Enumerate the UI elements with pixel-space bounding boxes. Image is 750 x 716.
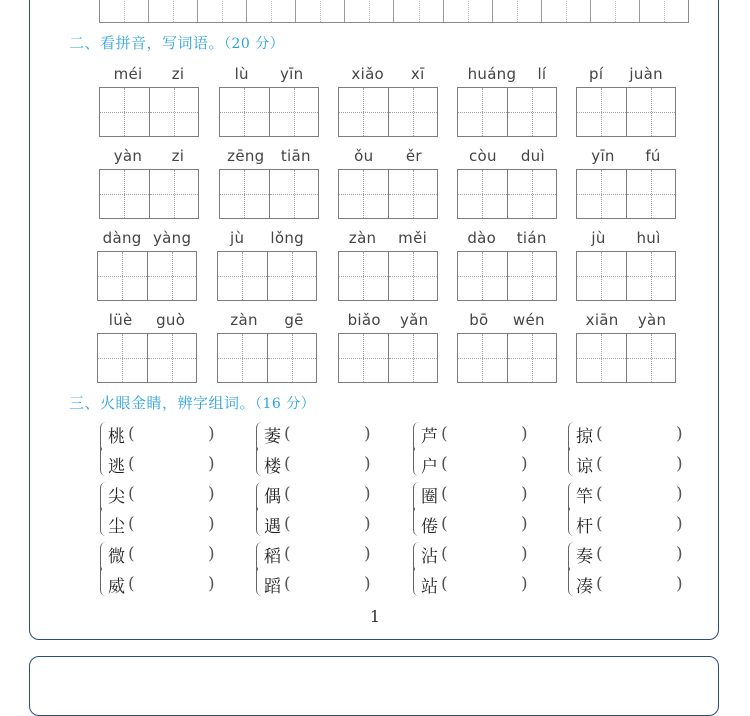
tian-zi-boxes — [338, 333, 438, 383]
answer-blank-close: ) — [364, 574, 371, 594]
word-formation-item — [421, 480, 533, 508]
word-formation-item — [108, 540, 220, 568]
tian-zi-cell[interactable] — [150, 88, 199, 136]
pinyin-word-group — [457, 228, 557, 301]
tian-zi-boxes — [97, 251, 197, 301]
character: 蹈 — [264, 576, 281, 597]
answer-blank[interactable]: ( — [596, 514, 603, 534]
answer-blank-close: ) — [364, 544, 371, 564]
answer-blank[interactable]: ( — [441, 484, 448, 504]
tian-zi-cell[interactable] — [270, 170, 319, 218]
answer-blank[interactable]: ( — [596, 424, 603, 444]
answer-blank-close: ) — [208, 424, 215, 444]
tian-zi-cell[interactable] — [218, 334, 268, 382]
tian-zi-cell[interactable] — [627, 252, 676, 300]
section2-heading — [69, 32, 284, 53]
answer-blank-close: ) — [208, 484, 215, 504]
page-number: 1 — [369, 607, 381, 626]
pinyin-syllable: měi — [398, 229, 428, 247]
pinyin-syllable: còu — [469, 147, 497, 165]
grid-cell[interactable] — [100, 0, 149, 22]
pinyin-word-group — [338, 146, 438, 219]
answer-blank-close: ) — [208, 514, 215, 534]
pinyin-syllable: juàn — [629, 65, 663, 83]
word-formation-item — [108, 420, 220, 448]
answer-blank[interactable]: ( — [441, 424, 448, 444]
pinyin-word-group — [457, 64, 557, 137]
tian-zi-boxes — [99, 87, 199, 137]
answer-blank-close: ) — [676, 424, 683, 444]
answer-blank[interactable]: ( — [128, 454, 135, 474]
tian-zi-boxes — [457, 251, 557, 301]
pinyin-syllable: gē — [284, 311, 304, 329]
word-formation-item — [108, 510, 220, 538]
pinyin-syllable: yàn — [113, 147, 143, 165]
pinyin-word-group — [338, 64, 438, 137]
brace-icon — [413, 482, 420, 536]
brace-icon — [100, 422, 107, 476]
pinyin-label — [338, 64, 438, 84]
section3-title: 三、火眼金睛，辨字组词。 — [69, 394, 256, 412]
pinyin-syllable: zàn — [348, 229, 377, 247]
character: 谅 — [576, 456, 593, 477]
grid-cell[interactable] — [493, 0, 542, 22]
pinyin-label — [338, 310, 438, 330]
pinyin-label — [217, 228, 317, 248]
pinyin-syllable: yīn — [279, 65, 304, 83]
pinyin-syllable: dàng — [102, 229, 142, 247]
answer-blank-close: ) — [676, 544, 683, 564]
pinyin-label — [97, 310, 197, 330]
pinyin-syllable: lüè — [108, 311, 133, 329]
word-formation-item — [264, 450, 376, 478]
pinyin-label — [99, 146, 199, 166]
pinyin-label — [219, 64, 319, 84]
word-formation-item — [576, 450, 688, 478]
pinyin-syllable: yǎn — [399, 311, 429, 329]
pinyin-syllable: yàng — [152, 229, 192, 247]
pinyin-word-group — [576, 146, 676, 219]
brace-icon — [568, 482, 575, 536]
answer-blank[interactable]: ( — [284, 454, 291, 474]
pinyin-word-group — [457, 310, 557, 383]
word-formation-item — [421, 510, 533, 538]
word-formation-item — [576, 570, 688, 598]
character: 威 — [108, 576, 125, 597]
answer-blank[interactable]: ( — [441, 574, 448, 594]
pinyin-word-group — [219, 64, 319, 137]
pinyin-label — [457, 310, 557, 330]
grid-cell[interactable] — [149, 0, 198, 22]
character-pair — [568, 480, 688, 540]
tian-zi-cell[interactable] — [458, 252, 508, 300]
pinyin-label — [219, 146, 319, 166]
pinyin-syllable: biǎo — [347, 311, 381, 329]
pinyin-word-group — [457, 146, 557, 219]
character: 桃 — [108, 426, 125, 447]
tian-zi-boxes — [97, 333, 197, 383]
tian-zi-boxes — [338, 87, 438, 137]
pinyin-word-group — [97, 228, 197, 301]
word-formation-item — [108, 450, 220, 478]
character: 遇 — [264, 516, 281, 537]
pinyin-syllable: fú — [645, 147, 661, 165]
pinyin-syllable: jù — [230, 229, 245, 247]
tian-zi-cell[interactable] — [270, 88, 319, 136]
pinyin-word-group — [576, 310, 676, 383]
answer-blank-close: ) — [364, 484, 371, 504]
answer-blank[interactable]: ( — [284, 514, 291, 534]
character-pair — [568, 540, 688, 600]
character: 户 — [421, 456, 438, 477]
character: 掠 — [576, 426, 593, 447]
character: 逃 — [108, 456, 125, 477]
answer-blank[interactable]: ( — [441, 514, 448, 534]
pinyin-syllable: zi — [171, 65, 185, 83]
pinyin-label — [338, 146, 438, 166]
tian-zi-cell[interactable] — [577, 88, 627, 136]
tian-zi-cell[interactable] — [98, 334, 148, 382]
word-formation-item — [264, 510, 376, 538]
word-formation-item — [264, 570, 376, 598]
character-pair — [413, 420, 533, 480]
tian-zi-boxes — [576, 333, 676, 383]
pinyin-syllable: bō — [469, 311, 489, 329]
tian-zi-cell[interactable] — [627, 88, 676, 136]
answer-blank-close: ) — [364, 514, 371, 534]
character-pair — [256, 540, 376, 600]
answer-blank-close: ) — [676, 514, 683, 534]
pinyin-syllable: zàn — [230, 311, 258, 329]
pinyin-word-group — [338, 228, 438, 301]
answer-blank[interactable]: ( — [284, 484, 291, 504]
tian-zi-cell[interactable] — [508, 252, 557, 300]
tian-zi-cell[interactable] — [508, 170, 557, 218]
character: 稻 — [264, 546, 281, 567]
pinyin-label — [576, 228, 676, 248]
word-formation-item — [576, 540, 688, 568]
answer-blank[interactable]: ( — [128, 544, 135, 564]
character-pair — [100, 480, 220, 540]
pinyin-syllable: ěr — [405, 147, 422, 165]
tian-zi-cell[interactable] — [389, 88, 438, 136]
answer-blank-close: ) — [208, 574, 215, 594]
character: 沾 — [421, 546, 438, 567]
pinyin-syllable: xiǎo — [351, 65, 385, 83]
character-pair — [413, 540, 533, 600]
brace-icon — [413, 422, 420, 476]
pinyin-word-group — [576, 228, 676, 301]
pinyin-syllable: lù — [234, 65, 249, 83]
pinyin-syllable: huì — [636, 229, 661, 247]
pinyin-word-group — [576, 64, 676, 137]
answer-blank-close: ) — [521, 454, 528, 474]
pinyin-word-group — [217, 228, 317, 301]
pinyin-syllable: wén — [512, 311, 545, 329]
character-pair — [100, 540, 220, 600]
word-formation-item — [108, 570, 220, 598]
tian-zi-cell[interactable] — [339, 252, 389, 300]
section3-score: （16 分） — [255, 396, 316, 412]
pinyin-label — [457, 146, 557, 166]
grid-cell[interactable] — [198, 0, 247, 22]
answer-blank[interactable]: ( — [441, 454, 448, 474]
brace-icon — [413, 542, 420, 596]
tian-zi-cell[interactable] — [389, 170, 438, 218]
answer-blank[interactable]: ( — [128, 574, 135, 594]
tian-zi-cell[interactable] — [508, 334, 557, 382]
pinyin-label — [97, 228, 197, 248]
pinyin-syllable: xī — [410, 65, 425, 83]
pinyin-word-group — [99, 146, 199, 219]
character-pair — [413, 480, 533, 540]
tian-zi-cell[interactable] — [577, 170, 627, 218]
tian-zi-boxes — [576, 251, 676, 301]
character: 楼 — [264, 456, 281, 477]
grid-cell[interactable] — [345, 0, 394, 22]
tian-zi-boxes — [338, 251, 438, 301]
tian-zi-cell[interactable] — [508, 88, 557, 136]
tian-zi-cell[interactable] — [268, 252, 317, 300]
tian-zi-boxes — [457, 333, 557, 383]
answer-blank-close: ) — [208, 544, 215, 564]
word-formation-item — [576, 510, 688, 538]
grid-cell[interactable] — [591, 0, 640, 22]
answer-blank-close: ) — [521, 514, 528, 534]
answer-blank-close: ) — [521, 544, 528, 564]
brace-icon — [100, 482, 107, 536]
tian-zi-cell[interactable] — [100, 170, 150, 218]
tian-zi-boxes — [99, 169, 199, 219]
grid-cell[interactable] — [394, 0, 443, 22]
answer-blank[interactable]: ( — [284, 544, 291, 564]
tian-zi-boxes — [338, 169, 438, 219]
pinyin-syllable: xiān — [585, 311, 619, 329]
answer-blank-close: ) — [676, 484, 683, 504]
tian-zi-boxes — [576, 87, 676, 137]
answer-blank[interactable]: ( — [284, 574, 291, 594]
pinyin-label — [457, 64, 557, 84]
pinyin-syllable: pí — [589, 65, 604, 83]
pinyin-label — [576, 310, 676, 330]
tian-zi-cell[interactable] — [150, 170, 199, 218]
character: 杆 — [576, 516, 593, 537]
pinyin-label — [576, 146, 676, 166]
tian-zi-boxes — [457, 87, 557, 137]
pinyin-word-group — [97, 310, 197, 383]
tian-zi-cell[interactable] — [577, 252, 627, 300]
pinyin-syllable: dào — [467, 229, 497, 247]
answer-blank-close: ) — [676, 574, 683, 594]
tian-zi-cell[interactable] — [339, 88, 389, 136]
word-formation-item — [421, 570, 533, 598]
character-pair — [568, 420, 688, 480]
tian-zi-boxes — [217, 251, 317, 301]
pinyin-syllable: huáng — [467, 65, 517, 83]
brace-icon — [256, 422, 263, 476]
answer-blank[interactable]: ( — [596, 484, 603, 504]
tian-zi-boxes — [219, 169, 319, 219]
tian-zi-cell[interactable] — [268, 334, 317, 382]
pinyin-syllable: yàn — [637, 311, 667, 329]
tian-zi-cell[interactable] — [627, 170, 676, 218]
pinyin-syllable: méi — [113, 65, 143, 83]
pinyin-syllable: yīn — [591, 147, 615, 165]
answer-blank[interactable]: ( — [128, 424, 135, 444]
word-formation-item — [264, 540, 376, 568]
brace-icon — [256, 482, 263, 536]
pinyin-syllable: ǒu — [354, 147, 374, 165]
tian-zi-cell[interactable] — [220, 170, 270, 218]
pinyin-syllable: zēng — [227, 147, 265, 165]
answer-blank[interactable]: ( — [284, 424, 291, 444]
grid-cell[interactable] — [247, 0, 296, 22]
brace-icon — [256, 542, 263, 596]
pinyin-label — [338, 228, 438, 248]
character-pair — [100, 420, 220, 480]
character: 奏 — [576, 546, 593, 567]
word-formation-item — [421, 420, 533, 448]
tian-zi-cell[interactable] — [339, 170, 389, 218]
character-pair — [256, 420, 376, 480]
grid-cell[interactable] — [296, 0, 345, 22]
tian-zi-cell[interactable] — [389, 252, 438, 300]
character: 萎 — [264, 426, 281, 447]
character: 竿 — [576, 486, 593, 507]
tian-zi-boxes — [219, 87, 319, 137]
pinyin-syllable: guò — [156, 311, 186, 329]
brace-icon — [100, 542, 107, 596]
word-formation-item — [576, 480, 688, 508]
answer-blank[interactable]: ( — [596, 574, 603, 594]
pinyin-word-group — [99, 64, 199, 137]
tian-zi-boxes — [576, 169, 676, 219]
tian-zi-cell[interactable] — [577, 334, 627, 382]
answer-blank-close: ) — [521, 484, 528, 504]
pinyin-label — [576, 64, 676, 84]
word-formation-item — [108, 480, 220, 508]
word-formation-item — [421, 450, 533, 478]
pinyin-syllable: zi — [171, 147, 185, 165]
answer-blank-close: ) — [521, 574, 528, 594]
tian-zi-cell[interactable] — [458, 334, 508, 382]
brace-icon — [568, 542, 575, 596]
character: 芦 — [421, 426, 438, 447]
tian-zi-cell[interactable] — [148, 252, 197, 300]
tian-zi-cell[interactable] — [389, 334, 438, 382]
answer-blank-close: ) — [521, 424, 528, 444]
character: 站 — [421, 576, 438, 597]
pinyin-label — [457, 228, 557, 248]
character-pair — [256, 480, 376, 540]
tian-zi-cell[interactable] — [148, 334, 197, 382]
answer-blank[interactable]: ( — [128, 484, 135, 504]
pinyin-syllable: tián — [516, 229, 547, 247]
word-formation-item — [576, 420, 688, 448]
tian-zi-cell[interactable] — [339, 334, 389, 382]
answer-blank-close: ) — [676, 454, 683, 474]
tian-zi-cell[interactable] — [627, 334, 676, 382]
character: 圈 — [421, 486, 438, 507]
section2-score: （20 分） — [224, 36, 285, 52]
tian-zi-boxes — [217, 333, 317, 383]
character: 微 — [108, 546, 125, 567]
tian-zi-cell[interactable] — [218, 252, 268, 300]
character: 偶 — [264, 486, 281, 507]
pinyin-syllable: lí — [537, 65, 547, 83]
pinyin-word-group — [217, 310, 317, 383]
pinyin-syllable: duì — [520, 147, 545, 165]
tian-zi-cell[interactable] — [458, 88, 508, 136]
character: 凑 — [576, 576, 593, 597]
answer-blank[interactable]: ( — [128, 514, 135, 534]
word-formation-item — [264, 420, 376, 448]
tian-zi-cell[interactable] — [458, 170, 508, 218]
tian-zi-cell[interactable] — [220, 88, 270, 136]
previous-section-writing-grid — [99, 0, 689, 23]
next-page-frame — [29, 656, 719, 716]
grid-cell[interactable] — [542, 0, 591, 22]
pinyin-label — [99, 64, 199, 84]
answer-blank[interactable]: ( — [596, 454, 603, 474]
pinyin-syllable: jù — [591, 229, 606, 247]
word-formation-item — [264, 480, 376, 508]
tian-zi-cell[interactable] — [98, 252, 148, 300]
character: 尘 — [108, 516, 125, 537]
answer-blank[interactable]: ( — [441, 544, 448, 564]
brace-icon — [568, 422, 575, 476]
pinyin-word-group — [219, 146, 319, 219]
character: 倦 — [421, 516, 438, 537]
section3-heading — [69, 392, 315, 413]
answer-blank-close: ) — [364, 424, 371, 444]
tian-zi-boxes — [457, 169, 557, 219]
answer-blank-close: ) — [364, 454, 371, 474]
grid-cell[interactable] — [640, 0, 688, 22]
grid-cell[interactable] — [444, 0, 493, 22]
pinyin-syllable: lǒng — [270, 229, 304, 247]
pinyin-syllable: tiān — [280, 147, 311, 165]
pinyin-label — [217, 310, 317, 330]
tian-zi-cell[interactable] — [100, 88, 150, 136]
answer-blank-close: ) — [208, 454, 215, 474]
character: 尖 — [108, 486, 125, 507]
answer-blank[interactable]: ( — [596, 544, 603, 564]
pinyin-word-group — [338, 310, 438, 383]
section2-title: 二、看拼音，写词语。 — [69, 34, 225, 52]
word-formation-item — [421, 540, 533, 568]
